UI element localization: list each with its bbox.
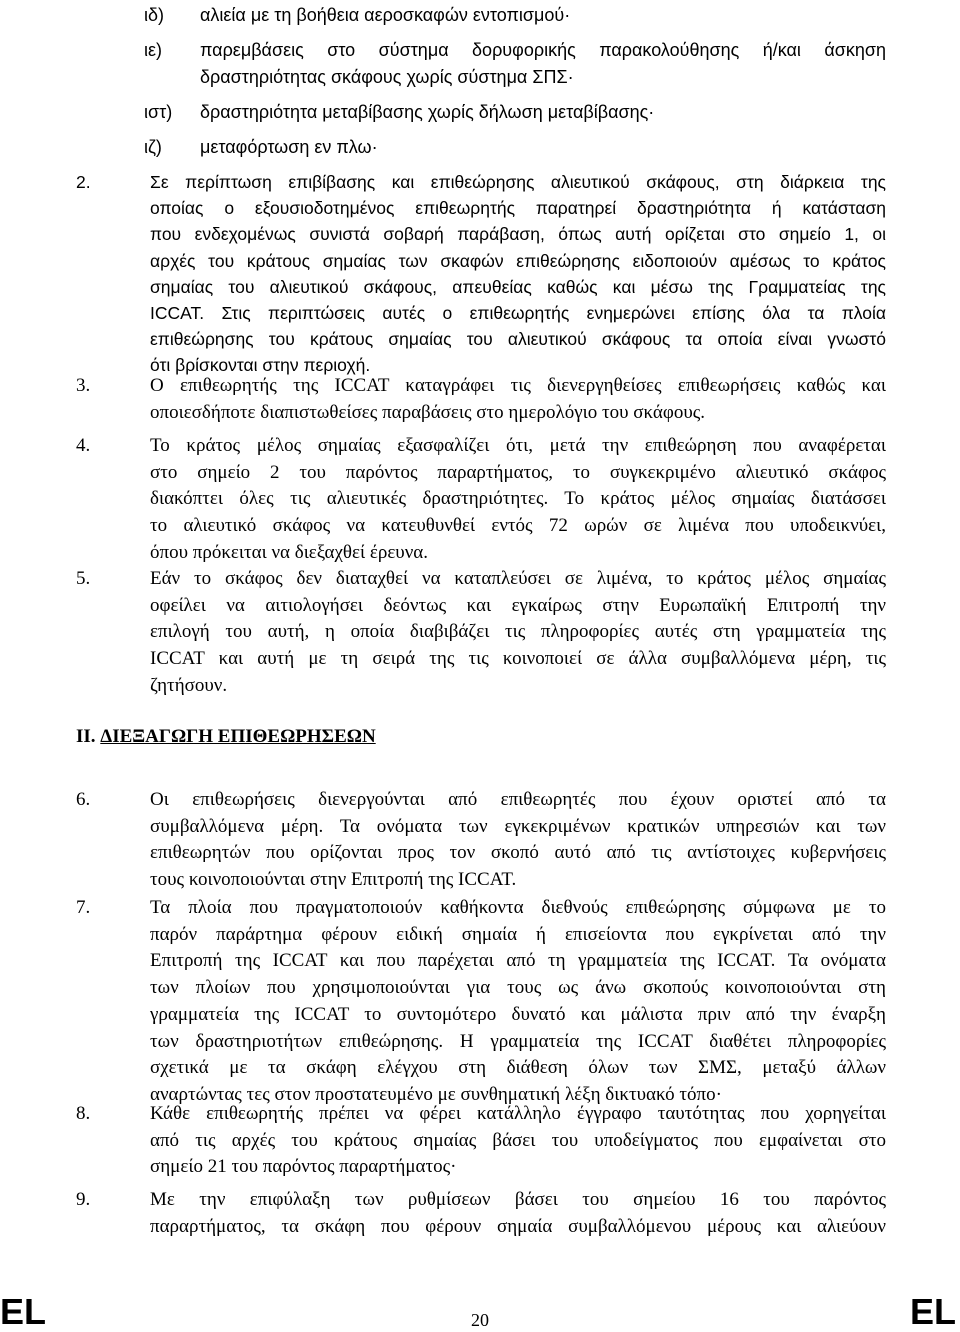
paragraph-line: Τα πλοία που πραγματοποιούν καθήκοντα διεθνούς επιθεώρησης σύμφωνα με το <box>150 897 886 918</box>
paragraph-line: ζητήσουν. <box>150 674 228 696</box>
paragraph-line: Ο επιθεωρητής της ICCAT καταγράφει τις διενεργηθείσες επιθεωρήσεις καθώς και <box>150 375 886 396</box>
paragraph-line: επιθεώρησης του κράτους σημαίας του αλιευτικού σκάφους τα οποία είναι γνωστό <box>150 329 886 350</box>
paragraph-number: 6. <box>76 789 91 810</box>
paragraph-line: Εάν το σκάφος δεν διαταχθεί να καταπλεύσει σε λιμένα, το κράτος μέλος σημαίας <box>150 568 886 589</box>
paragraph-line: οποίας ο εξουσιοδοτημένος επιθεωρητής παρατηρεί δραστηριότητα ή κατάσταση <box>150 198 886 219</box>
paragraph-line: οποιεσδήποτε διαπιστωθείσες παραβάσεις στο ημερολόγιο του σκάφους. <box>150 401 705 423</box>
paragraph-line: παρόν παράρτημα φέρουν ειδική σημαία ή επισείοντα που εγκρίνεται από την <box>150 923 886 945</box>
paragraph-number: 8. <box>76 1103 91 1124</box>
paragraph-number: 5. <box>76 568 91 589</box>
sub-item-text: δραστηριότητα μεταβίβασης χωρίς δήλωση μεταβίβασης· <box>200 102 655 122</box>
sub-item-text: αλιεία με τη βοήθεια αεροσκαφών εντοπισμού· <box>200 5 571 25</box>
paragraph-line: συμβαλλόμενα μέρη. Τα ονόματα των εγκεκριμένων κρατικών υπηρεσιών και των <box>150 815 886 837</box>
paragraph-line: Επιτροπή της ICCAT και που παρέχεται από τη γραμματεία της ICCAT. Τα ονόματα <box>150 950 886 972</box>
paragraph-line: γραμματεία της ICCAT το συντομότερο δυνατό και μάλιστα πριν από την έναρξη <box>150 1003 886 1025</box>
sub-item-label: ιστ) <box>144 102 173 122</box>
paragraph-number: 2. <box>76 172 91 192</box>
paragraph-line: Με την επιφύλαξη των ρυθμίσεων βάσει του σημείου 16 του παρόντος <box>150 1189 886 1210</box>
paragraph-line: Οι επιθεωρήσεις διενεργούνται από επιθεωρητές που έχουν οριστεί από τα <box>150 789 886 810</box>
paragraph-line: στο σημείο 2 του παρόντος παραρτήματος, το συγκεκριμένο αλιευτικό σκάφος <box>150 461 886 483</box>
paragraph-line: των πλοίων που χρησιμοποιούνται για τους ως άνω σκοπούς κοινοποιούνται στη <box>150 977 886 999</box>
paragraph-line: των δραστηριοτήτων επιθεώρησης. Η γραμματεία της ICCAT διαθέτει πληροφορίες <box>150 1030 886 1052</box>
paragraph-line: σημείο 21 του παρόντος παραρτήματος· <box>150 1156 457 1178</box>
sub-item-label: ιε) <box>144 40 163 60</box>
paragraph-line: από τις αρχές του κράτους σημαίας βάσει του υποδείγματος που εμφαίνεται στο <box>150 1129 886 1151</box>
paragraph-line: σημαίας του αλιευτικού σκάφους, απευθείας καθώς και μέσω της Γραμματείας της <box>150 276 886 297</box>
page-number: 20 <box>471 1310 489 1330</box>
paragraph-number: 3. <box>76 375 91 396</box>
paragraph-line: οφείλει να αιτιολογήσει δεόντως και εγκαίρως στην Ευρωπαϊκή Επιτροπή την <box>150 594 886 616</box>
paragraph-line: σχετικά με τα σκάφη ελέγχου στη διάθεση όλων των ΣΜΣ, μεταξύ άλλων <box>150 1057 886 1079</box>
sub-item-text: μεταφόρτωση εν πλω· <box>200 137 378 157</box>
section-heading <box>76 724 376 750</box>
footer-language-right: EL <box>909 1291 956 1332</box>
paragraph-number: 9. <box>76 1189 91 1210</box>
paragraph-line: Κάθε επιθεωρητής πρέπει να φέρει κατάλληλο έγγραφο ταυτότητας που χορηγείται <box>150 1103 886 1124</box>
sub-item-label: ιδ) <box>144 5 165 25</box>
paragraph-line: όπου πρόκειται να διεξαχθεί έρευνα. <box>150 541 429 563</box>
paragraph-line: αρχές του κράτους σημαίας των σκαφών επιθεώρησης ειδοποιούν αμέσως το κράτος <box>150 250 886 271</box>
paragraph-line: Σε περίπτωση επιβίβασης και επιθεώρησης αλιευτικού σκάφους, στη διάρκεια της <box>150 172 886 192</box>
paragraph-line: ICCAT. Στις περιπτώσεις αυτές ο επιθεωρητής ενημερώνει επίσης όλα τα πλοία <box>150 303 886 324</box>
paragraph-line: Το κράτος μέλος σημαίας εξασφαλίζει ότι, μετά την επιθεώρηση που αναφέρεται <box>150 435 886 456</box>
sub-item-label: ιζ) <box>144 137 162 157</box>
paragraph-line: ότι βρίσκονται στην περιοχή. <box>150 355 371 376</box>
paragraph-line: παραρτήματος, τα σκάφη που φέρουν σημαία συμβαλλόμενου μέρους και αλιεύουν <box>150 1215 886 1237</box>
paragraph-line: αναρτώντας τες στον προστατευμένο με συνθηματική λέξη δικτυακό τόπο· <box>150 1083 722 1105</box>
paragraph-number: 4. <box>76 435 91 456</box>
paragraph-line: επιθεωρητών που ορίζονται προς τον σκοπό αυτό από τις αντίστοιχες κυβερνήσεις <box>150 842 886 864</box>
paragraph-line: διακόπτει όλες τις αλιευτικές δραστηριότητες. Το κράτος μέλος σημαίας διατάσσει <box>150 488 886 510</box>
sub-item-text: παρεμβάσεις στο σύστημα δορυφορικής παρακολούθησης ή/και άσκηση <box>200 40 886 60</box>
paragraph-line: επιλογή του αυτή, η οποία διαβιβάζει τις πληροφορίες αυτές στη γραμματεία της <box>150 621 886 643</box>
paragraph-line: τους κοινοποιούνται στην Επιτροπή της ICCAT. <box>150 869 517 891</box>
paragraph-line: που ενδεχομένως συνιστά σοβαρή παράβαση, όπως αυτή ορίζεται στο σημείο 1, οι <box>150 224 886 245</box>
paragraph-line: το αλιευτικό σκάφος να κατευθυνθεί εντός 72 ωρών σε λιμένα που υποδεικνύει, <box>150 515 886 537</box>
sub-item-text: δραστηριότητας σκάφους χωρίς σύστημα ΣΠΣ· <box>200 67 574 87</box>
section-heading-title: ΔΙΕΞΑΓΩΓΗ ΕΠΙΘΕΩΡΗΣΕΩΝ <box>100 726 376 747</box>
paragraph-number: 7. <box>76 897 91 918</box>
paragraph-line: ICCAT και αυτή με τη σειρά της τις κοινοποιεί σε άλλα συμβαλλόμενα μέρη, τις <box>150 648 886 670</box>
section-heading-number: II. <box>76 726 96 747</box>
footer-language-left: EL <box>0 1291 47 1332</box>
